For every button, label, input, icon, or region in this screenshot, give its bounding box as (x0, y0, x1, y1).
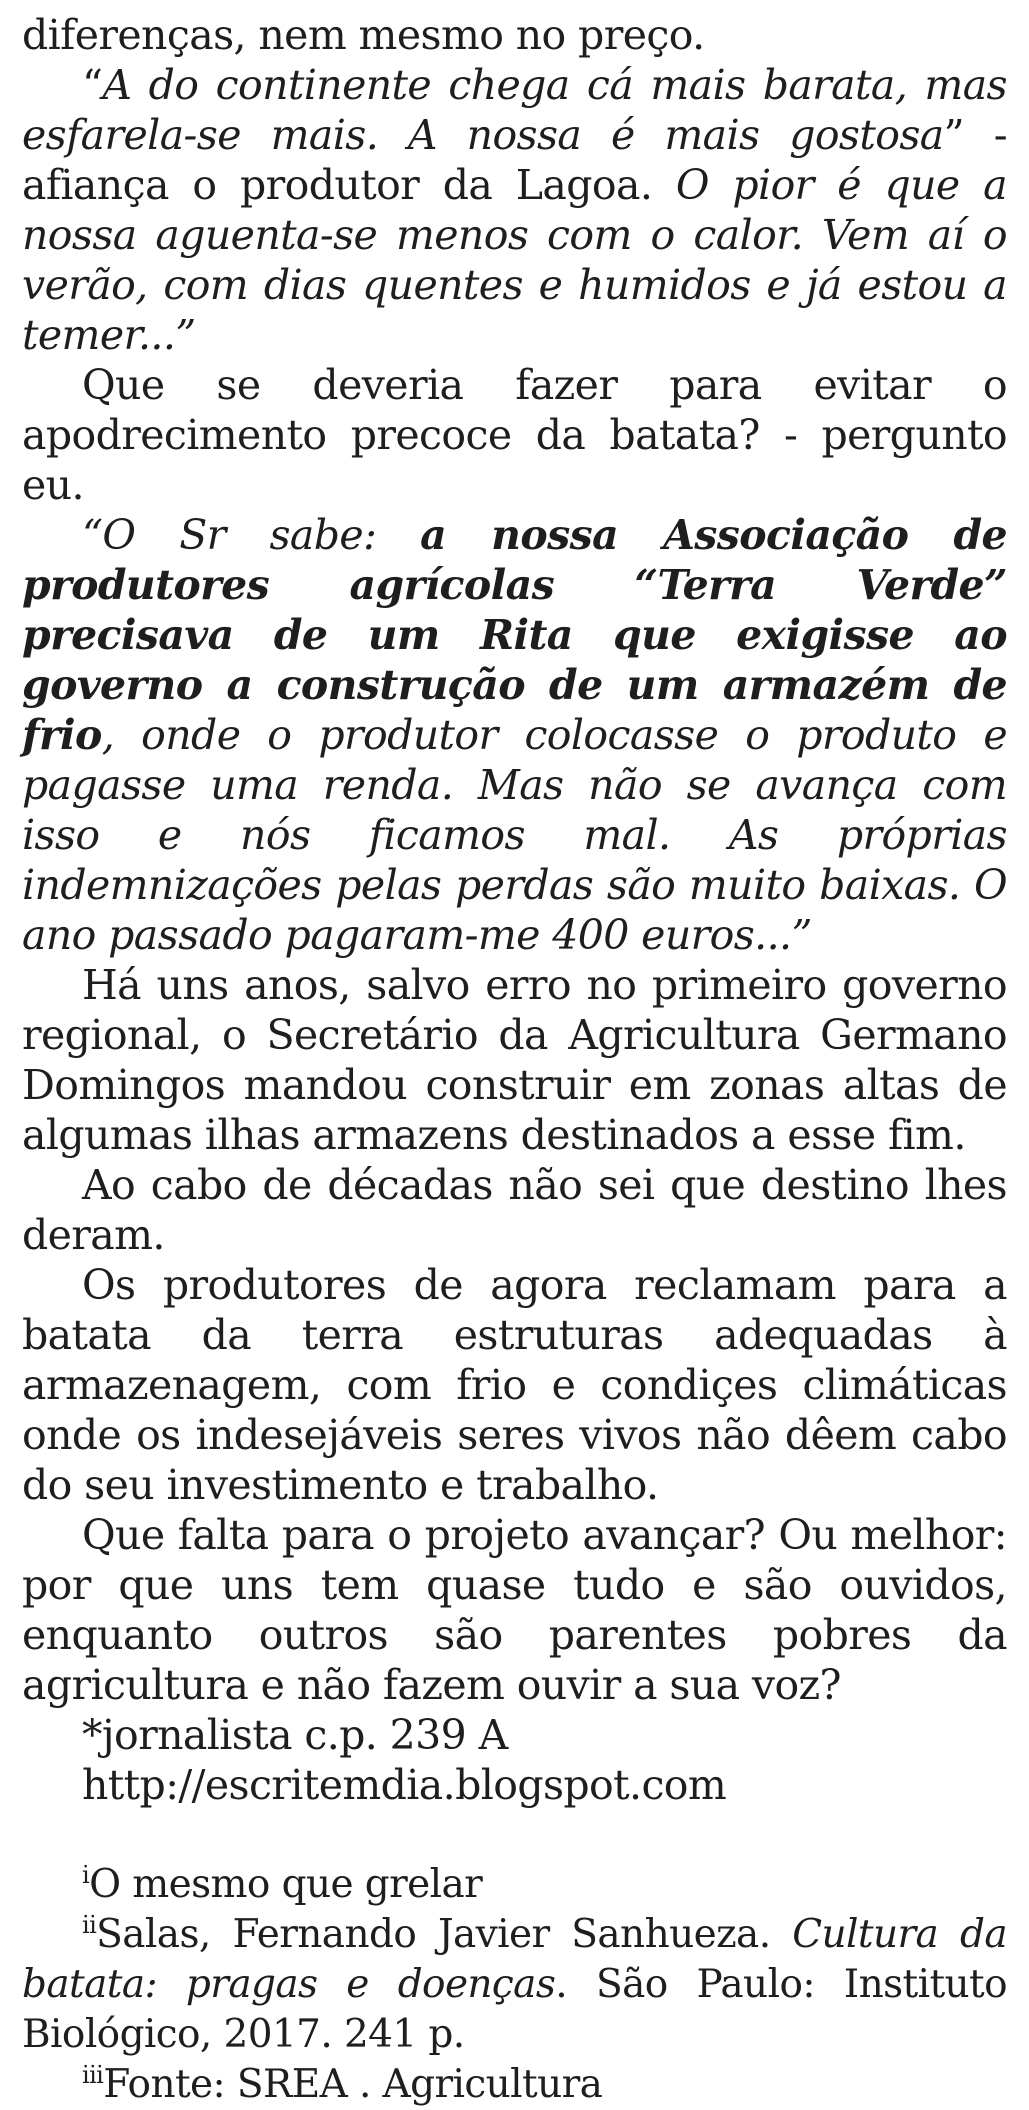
paragraph-text: - afiança o produtor da Lagoa. (22, 111, 1007, 209)
footnote-mark: i (82, 1861, 90, 1889)
paragraph-quote (22, 510, 1007, 960)
paragraph: Há uns anos, salvo erro no primeiro governo regional, o Secretário da Agricultura Germano Domingos mandou construir em zonas altas de algumas ilhas armazens destinados a esse fim. (22, 961, 1007, 1159)
spacer (22, 1810, 1007, 1860)
footnote-author: Salas, Fernando Javier Sanhueza. (96, 1912, 793, 1957)
footnote-mark: ii (82, 1911, 97, 1939)
quote-close: ” (943, 111, 964, 159)
quote-text: A do continente chega cá mais barata, mas esfarela-se mais. A nossa é mais gostosa (22, 61, 1007, 159)
article-body (22, 10, 1007, 2110)
quote-text: , onde o produtor colocasse o produto e pagasse uma renda. Mas não se avança com isso e nós ficamos mal. As próprias indemnizações pelas perdas são muito baixas. O ano passado pagaram-me 400 euros...” (22, 711, 1007, 959)
footnote-mark: iii (82, 2061, 104, 2089)
footnote-text: O mesmo que grelar (89, 1862, 483, 1907)
author-mark: * (82, 1711, 102, 1759)
footnote-text: . São Paulo: Instituto Biológico, 2017. 241 p. (22, 1962, 1007, 2057)
paragraph: Que falta para o projeto avançar? Ou melhor: por que uns tem quase tudo e são ouvidos, enquanto outros são parentes pobres da agricultura e não fazem ouvir a sua voz? (22, 1511, 1007, 1709)
paragraph: diferenças, nem mesmo no preço. (22, 11, 705, 59)
quote-text: “O Sr sabe: (82, 511, 421, 559)
paragraph-quote (22, 60, 1007, 360)
footnote (22, 1860, 1007, 1910)
quote-open: “ (82, 61, 103, 109)
footnote (22, 2060, 1007, 2110)
paragraph: Que se deveria fazer para evitar o apodrecimento precoce da batata? - pergunto eu. (22, 361, 1007, 509)
footnote-title: Cultura da batata: pragas e doenças (22, 1912, 1007, 2007)
paragraph: Os produtores de agora reclamam para a batata da terra estruturas adequadas à armazenagem, com frio e condiçes climáticas onde os indesejáveis seres vivos não dêem cabo do seu investimento e trabalho. (22, 1261, 1007, 1509)
paragraph: Ao cabo de décadas não sei que destino lhes deram. (22, 1161, 1007, 1259)
quote-text: O pior é que a nossa aguenta-se menos com o calor. Vem aí o verão, com dias quentes e humidos e já estou a temer...” (22, 161, 1007, 359)
author-note (22, 1710, 1007, 1760)
author-credit: jornalista c.p. 239 A (101, 1711, 508, 1759)
blog-link[interactable]: http://escritemdia.blogspot.com (82, 1761, 727, 1809)
quote-bold-text: a nossa Associação de produtores agrícolas “Terra Verde” precisava de um Rita que exigisse ao governo a construção de um armazém de frio (22, 511, 1008, 759)
footnote-text: Fonte: SREA . Agricultura (103, 2062, 603, 2107)
footnote (22, 1910, 1007, 2060)
